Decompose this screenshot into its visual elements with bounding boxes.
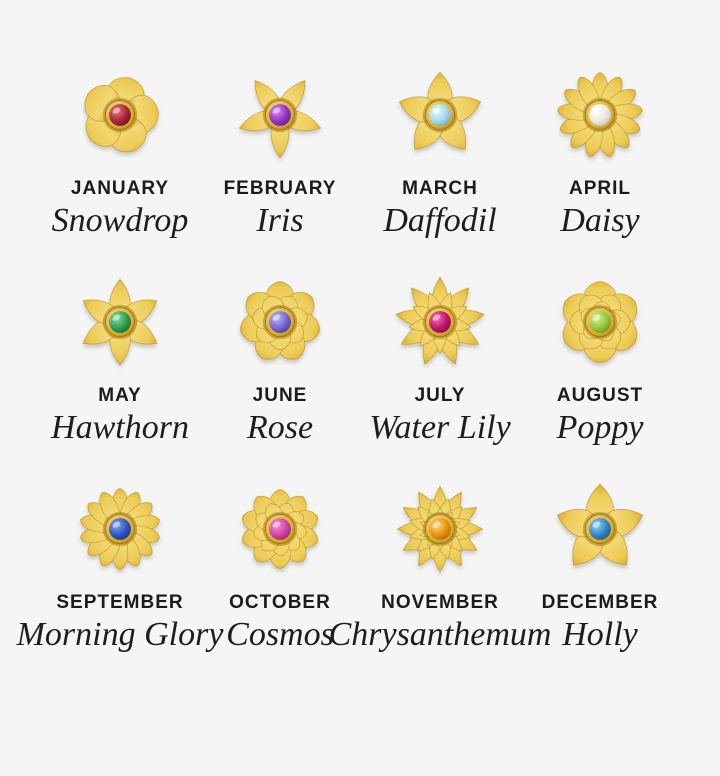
month-label: JUNE <box>252 384 308 406</box>
daffodil-flower-charm-icon <box>388 56 492 174</box>
morningglory-flower-charm-icon <box>68 470 172 588</box>
month-label: SEPTEMBER <box>56 591 184 613</box>
cell-march <box>360 56 520 241</box>
cell-june <box>200 263 360 448</box>
snowdrop-flower-charm-icon <box>68 56 172 174</box>
cell-august <box>520 263 680 448</box>
cell-september <box>16 470 224 655</box>
rose-flower-charm-icon <box>228 263 332 381</box>
flower-name: Daisy <box>560 201 640 239</box>
month-label: JULY <box>414 384 466 406</box>
cell-may <box>40 263 200 448</box>
month-label: MAY <box>98 384 142 406</box>
holly-flower-charm-icon <box>548 470 652 588</box>
flower-name: Morning Glory <box>16 615 224 653</box>
iris-flower-charm-icon <box>228 56 332 174</box>
month-label: FEBRUARY <box>223 178 337 199</box>
month-label: OCTOBER <box>229 591 331 613</box>
flower-name: Iris <box>256 201 304 239</box>
month-label: DECEMBER <box>541 591 659 613</box>
flower-name: Chrysanthemum <box>328 615 552 653</box>
flower-name: Holly <box>562 615 638 653</box>
birth-flower-chart-grid <box>16 56 680 655</box>
flower-name: Rose <box>246 408 314 446</box>
cell-july <box>360 263 520 448</box>
cell-november <box>328 470 552 655</box>
cell-february <box>200 56 360 241</box>
flower-name: Daffodil <box>383 201 497 239</box>
poppy-flower-charm-icon <box>548 263 652 381</box>
month-label: APRIL <box>569 178 631 199</box>
flower-name: Cosmos <box>226 615 334 653</box>
flower-name: Poppy <box>556 408 644 446</box>
waterlily-flower-charm-icon <box>388 263 492 381</box>
flower-name: Snowdrop <box>51 201 189 239</box>
flower-name: Hawthorn <box>51 408 189 446</box>
hawthorn-flower-charm-icon <box>68 263 172 381</box>
flower-name: Water Lily <box>369 408 511 446</box>
cell-january <box>40 56 200 241</box>
daisy-flower-charm-icon <box>548 56 652 174</box>
cell-december <box>520 470 680 655</box>
month-label: AUGUST <box>556 384 644 406</box>
chrysanthemum-flower-charm-icon <box>388 470 492 588</box>
cosmos-flower-charm-icon <box>228 470 332 588</box>
month-label: NOVEMBER <box>381 591 499 613</box>
month-label: MARCH <box>402 178 478 199</box>
month-label: JANUARY <box>70 178 170 199</box>
cell-april <box>520 56 680 241</box>
